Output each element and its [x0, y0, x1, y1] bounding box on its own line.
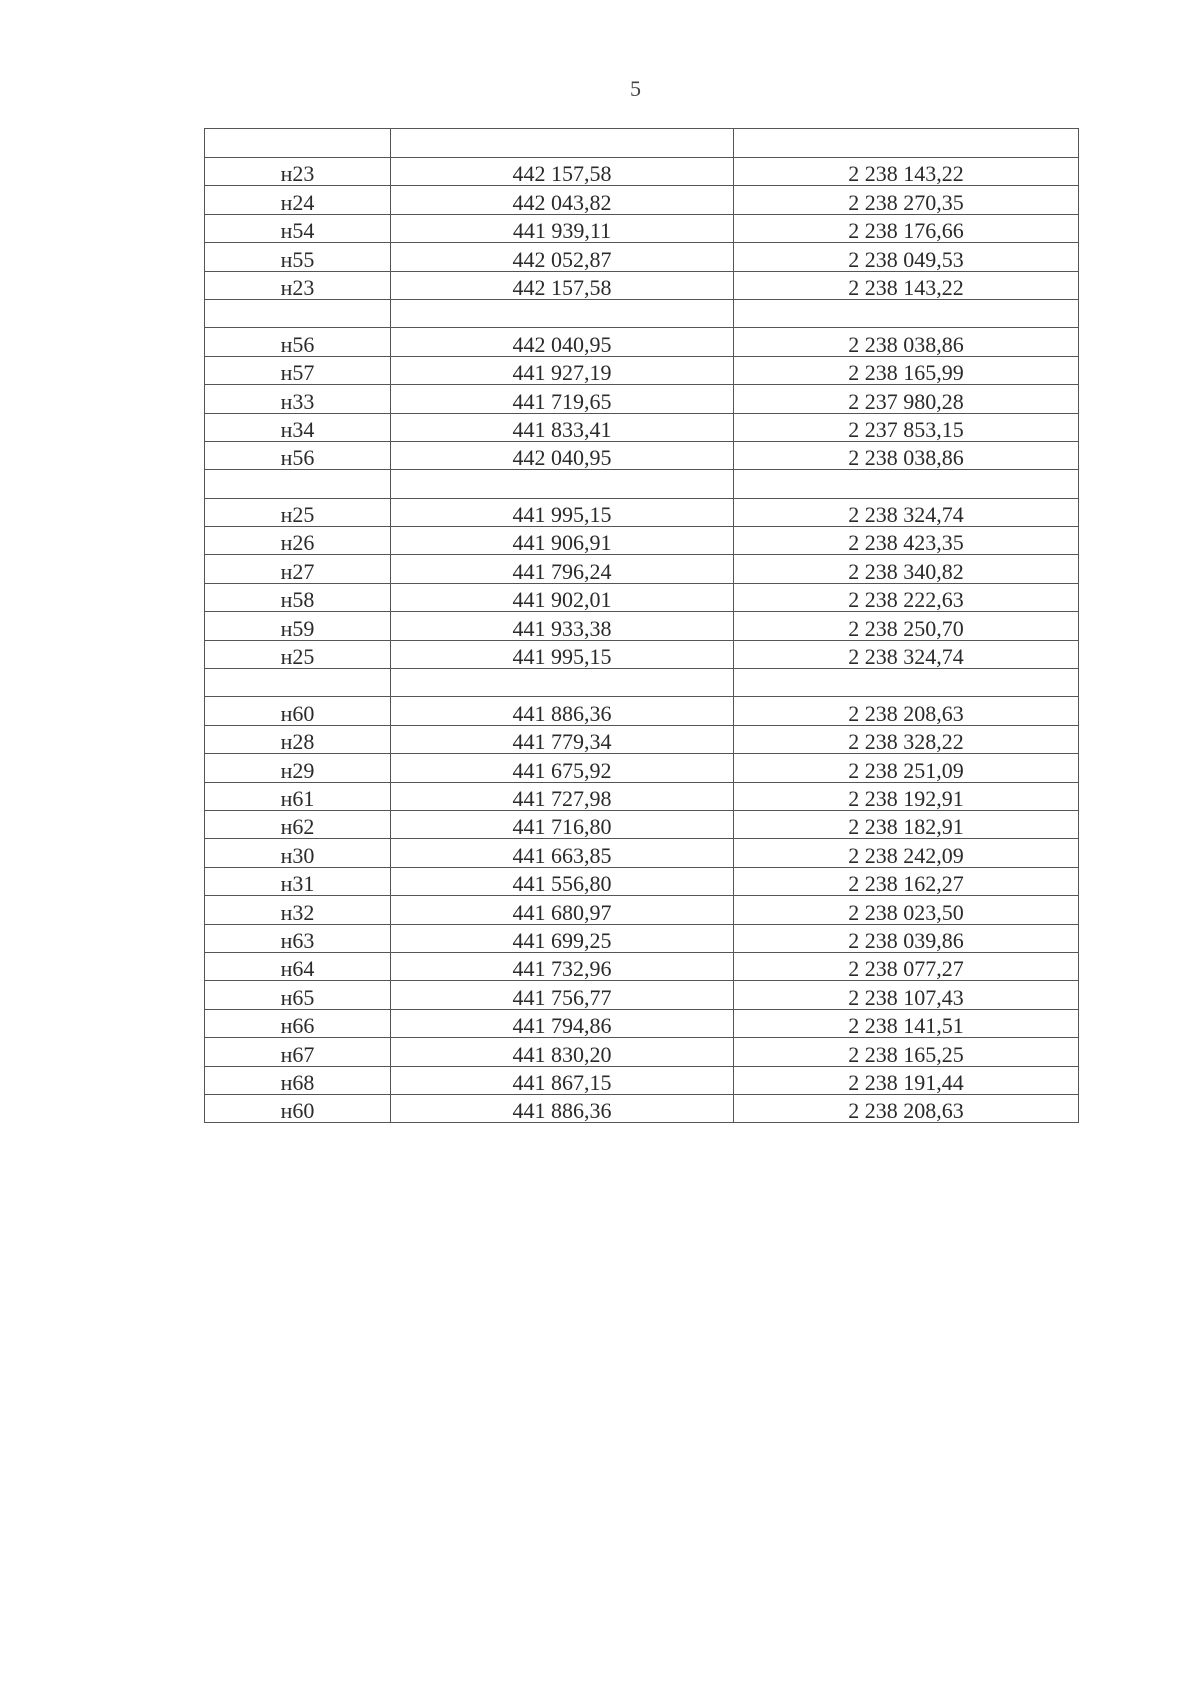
x-coordinate-cell: 442 043,82: [391, 186, 734, 214]
table-row: [205, 1038, 1079, 1066]
empty-cell: [391, 299, 734, 327]
y-coordinate-cell: 2 238 038,86: [734, 441, 1079, 469]
x-coordinate-cell: 441 556,80: [391, 867, 734, 895]
point-name-cell: н32: [205, 896, 391, 924]
y-coordinate-cell: 2 238 176,66: [734, 214, 1079, 242]
x-coordinate-cell: 442 040,95: [391, 441, 734, 469]
y-coordinate-cell: 2 238 328,22: [734, 725, 1079, 753]
point-name-cell: н64: [205, 952, 391, 980]
x-coordinate-cell: 441 933,38: [391, 612, 734, 640]
y-coordinate-cell: 2 237 980,28: [734, 385, 1079, 413]
empty-cell: [734, 299, 1079, 327]
y-coordinate-cell: 2 238 324,74: [734, 498, 1079, 526]
table-row: [205, 952, 1079, 980]
x-coordinate-cell: 441 663,85: [391, 839, 734, 867]
point-name-cell: н68: [205, 1066, 391, 1094]
y-coordinate-cell: 2 238 340,82: [734, 555, 1079, 583]
point-name-cell: н65: [205, 981, 391, 1009]
page-number: 5: [630, 76, 641, 101]
y-coordinate-cell: 2 238 208,63: [734, 1094, 1079, 1122]
point-name-cell: н66: [205, 1009, 391, 1037]
table-row: [205, 158, 1079, 186]
point-name-cell: н58: [205, 583, 391, 611]
empty-cell: [391, 669, 734, 697]
x-coordinate-cell: 441 675,92: [391, 754, 734, 782]
y-coordinate-cell: 2 238 049,53: [734, 243, 1079, 271]
point-name-cell: н31: [205, 867, 391, 895]
y-coordinate-cell: 2 238 324,74: [734, 640, 1079, 668]
point-name-cell: н61: [205, 782, 391, 810]
table-row: [205, 1094, 1079, 1122]
y-coordinate-cell: 2 238 222,63: [734, 583, 1079, 611]
point-name-cell: н60: [205, 1094, 391, 1122]
point-name-cell: н67: [205, 1038, 391, 1066]
table-row: [205, 1009, 1079, 1037]
point-name-cell: н57: [205, 356, 391, 384]
x-coordinate-cell: 441 756,77: [391, 981, 734, 1009]
empty-cell: [734, 470, 1079, 498]
x-coordinate-cell: 441 699,25: [391, 924, 734, 952]
x-coordinate-cell: 441 995,15: [391, 640, 734, 668]
y-coordinate-cell: 2 238 023,50: [734, 896, 1079, 924]
x-coordinate-cell: 441 779,34: [391, 725, 734, 753]
point-name-cell: н56: [205, 328, 391, 356]
y-coordinate-cell: 2 238 165,99: [734, 356, 1079, 384]
y-coordinate-cell: 2 238 192,91: [734, 782, 1079, 810]
x-coordinate-cell: 441 833,41: [391, 413, 734, 441]
y-coordinate-cell: 2 238 208,63: [734, 697, 1079, 725]
table-row: [205, 1066, 1079, 1094]
y-coordinate-cell: 2 238 143,22: [734, 158, 1079, 186]
x-coordinate-cell: 441 995,15: [391, 498, 734, 526]
point-name-cell: н30: [205, 839, 391, 867]
point-name-cell: н63: [205, 924, 391, 952]
y-coordinate-cell: 2 238 038,86: [734, 328, 1079, 356]
table-row: [205, 328, 1079, 356]
y-coordinate-cell: 2 238 077,27: [734, 952, 1079, 980]
separator-row: [205, 470, 1079, 498]
x-coordinate-cell: 441 927,19: [391, 356, 734, 384]
y-coordinate-cell: 2 237 853,15: [734, 413, 1079, 441]
x-coordinate-cell: 441 867,15: [391, 1066, 734, 1094]
separator-row: [205, 669, 1079, 697]
table-row: [205, 527, 1079, 555]
y-coordinate-cell: 2 238 182,91: [734, 810, 1079, 838]
table-row: [205, 640, 1079, 668]
table-row: [205, 441, 1079, 469]
x-coordinate-cell: 441 732,96: [391, 952, 734, 980]
header-cell-y: [734, 129, 1079, 158]
point-name-cell: н24: [205, 186, 391, 214]
x-coordinate-cell: 442 157,58: [391, 158, 734, 186]
y-coordinate-cell: 2 238 143,22: [734, 271, 1079, 299]
table-row: [205, 782, 1079, 810]
y-coordinate-cell: 2 238 141,51: [734, 1009, 1079, 1037]
x-coordinate-cell: 442 052,87: [391, 243, 734, 271]
x-coordinate-cell: 441 830,20: [391, 1038, 734, 1066]
x-coordinate-cell: 441 902,01: [391, 583, 734, 611]
point-name-cell: н56: [205, 441, 391, 469]
separator-row: [205, 299, 1079, 327]
x-coordinate-cell: 442 040,95: [391, 328, 734, 356]
point-name-cell: н55: [205, 243, 391, 271]
point-name-cell: н23: [205, 158, 391, 186]
y-coordinate-cell: 2 238 251,09: [734, 754, 1079, 782]
coordinates-table-body: [205, 129, 1079, 1123]
table-row: [205, 867, 1079, 895]
x-coordinate-cell: 442 157,58: [391, 271, 734, 299]
x-coordinate-cell: 441 716,80: [391, 810, 734, 838]
point-name-cell: н60: [205, 697, 391, 725]
point-name-cell: н28: [205, 725, 391, 753]
point-name-cell: н54: [205, 214, 391, 242]
x-coordinate-cell: 441 886,36: [391, 697, 734, 725]
table-row: [205, 356, 1079, 384]
table-row: [205, 498, 1079, 526]
empty-cell: [205, 470, 391, 498]
y-coordinate-cell: 2 238 165,25: [734, 1038, 1079, 1066]
table-row: [205, 271, 1079, 299]
y-coordinate-cell: 2 238 162,27: [734, 867, 1079, 895]
point-name-cell: н29: [205, 754, 391, 782]
y-coordinate-cell: 2 238 250,70: [734, 612, 1079, 640]
x-coordinate-cell: 441 727,98: [391, 782, 734, 810]
header-cell-point: [205, 129, 391, 158]
point-name-cell: н25: [205, 640, 391, 668]
x-coordinate-cell: 441 796,24: [391, 555, 734, 583]
point-name-cell: н62: [205, 810, 391, 838]
empty-cell: [205, 669, 391, 697]
point-name-cell: н26: [205, 527, 391, 555]
coordinates-table: [204, 128, 1079, 1123]
x-coordinate-cell: 441 680,97: [391, 896, 734, 924]
empty-cell: [734, 669, 1079, 697]
empty-cell: [391, 470, 734, 498]
point-name-cell: н34: [205, 413, 391, 441]
table-row: [205, 896, 1079, 924]
table-row: [205, 810, 1079, 838]
x-coordinate-cell: 441 719,65: [391, 385, 734, 413]
header-cell-x: [391, 129, 734, 158]
y-coordinate-cell: 2 238 107,43: [734, 981, 1079, 1009]
table-row: [205, 555, 1079, 583]
x-coordinate-cell: 441 939,11: [391, 214, 734, 242]
table-row: [205, 583, 1079, 611]
table-row: [205, 612, 1079, 640]
table-row: [205, 839, 1079, 867]
x-coordinate-cell: 441 906,91: [391, 527, 734, 555]
y-coordinate-cell: 2 238 423,35: [734, 527, 1079, 555]
table-row: [205, 725, 1079, 753]
table-row: [205, 214, 1079, 242]
point-name-cell: н25: [205, 498, 391, 526]
x-coordinate-cell: 441 794,86: [391, 1009, 734, 1037]
table-row: [205, 924, 1079, 952]
table-row: [205, 981, 1079, 1009]
y-coordinate-cell: 2 238 270,35: [734, 186, 1079, 214]
table-row: [205, 243, 1079, 271]
point-name-cell: н59: [205, 612, 391, 640]
point-name-cell: н27: [205, 555, 391, 583]
table-row: [205, 697, 1079, 725]
point-name-cell: н33: [205, 385, 391, 413]
table-header-row: [205, 129, 1079, 158]
y-coordinate-cell: 2 238 039,86: [734, 924, 1079, 952]
x-coordinate-cell: 441 886,36: [391, 1094, 734, 1122]
table-row: [205, 385, 1079, 413]
y-coordinate-cell: 2 238 191,44: [734, 1066, 1079, 1094]
table-row: [205, 186, 1079, 214]
table-row: [205, 413, 1079, 441]
y-coordinate-cell: 2 238 242,09: [734, 839, 1079, 867]
point-name-cell: н23: [205, 271, 391, 299]
table-row: [205, 754, 1079, 782]
empty-cell: [205, 299, 391, 327]
